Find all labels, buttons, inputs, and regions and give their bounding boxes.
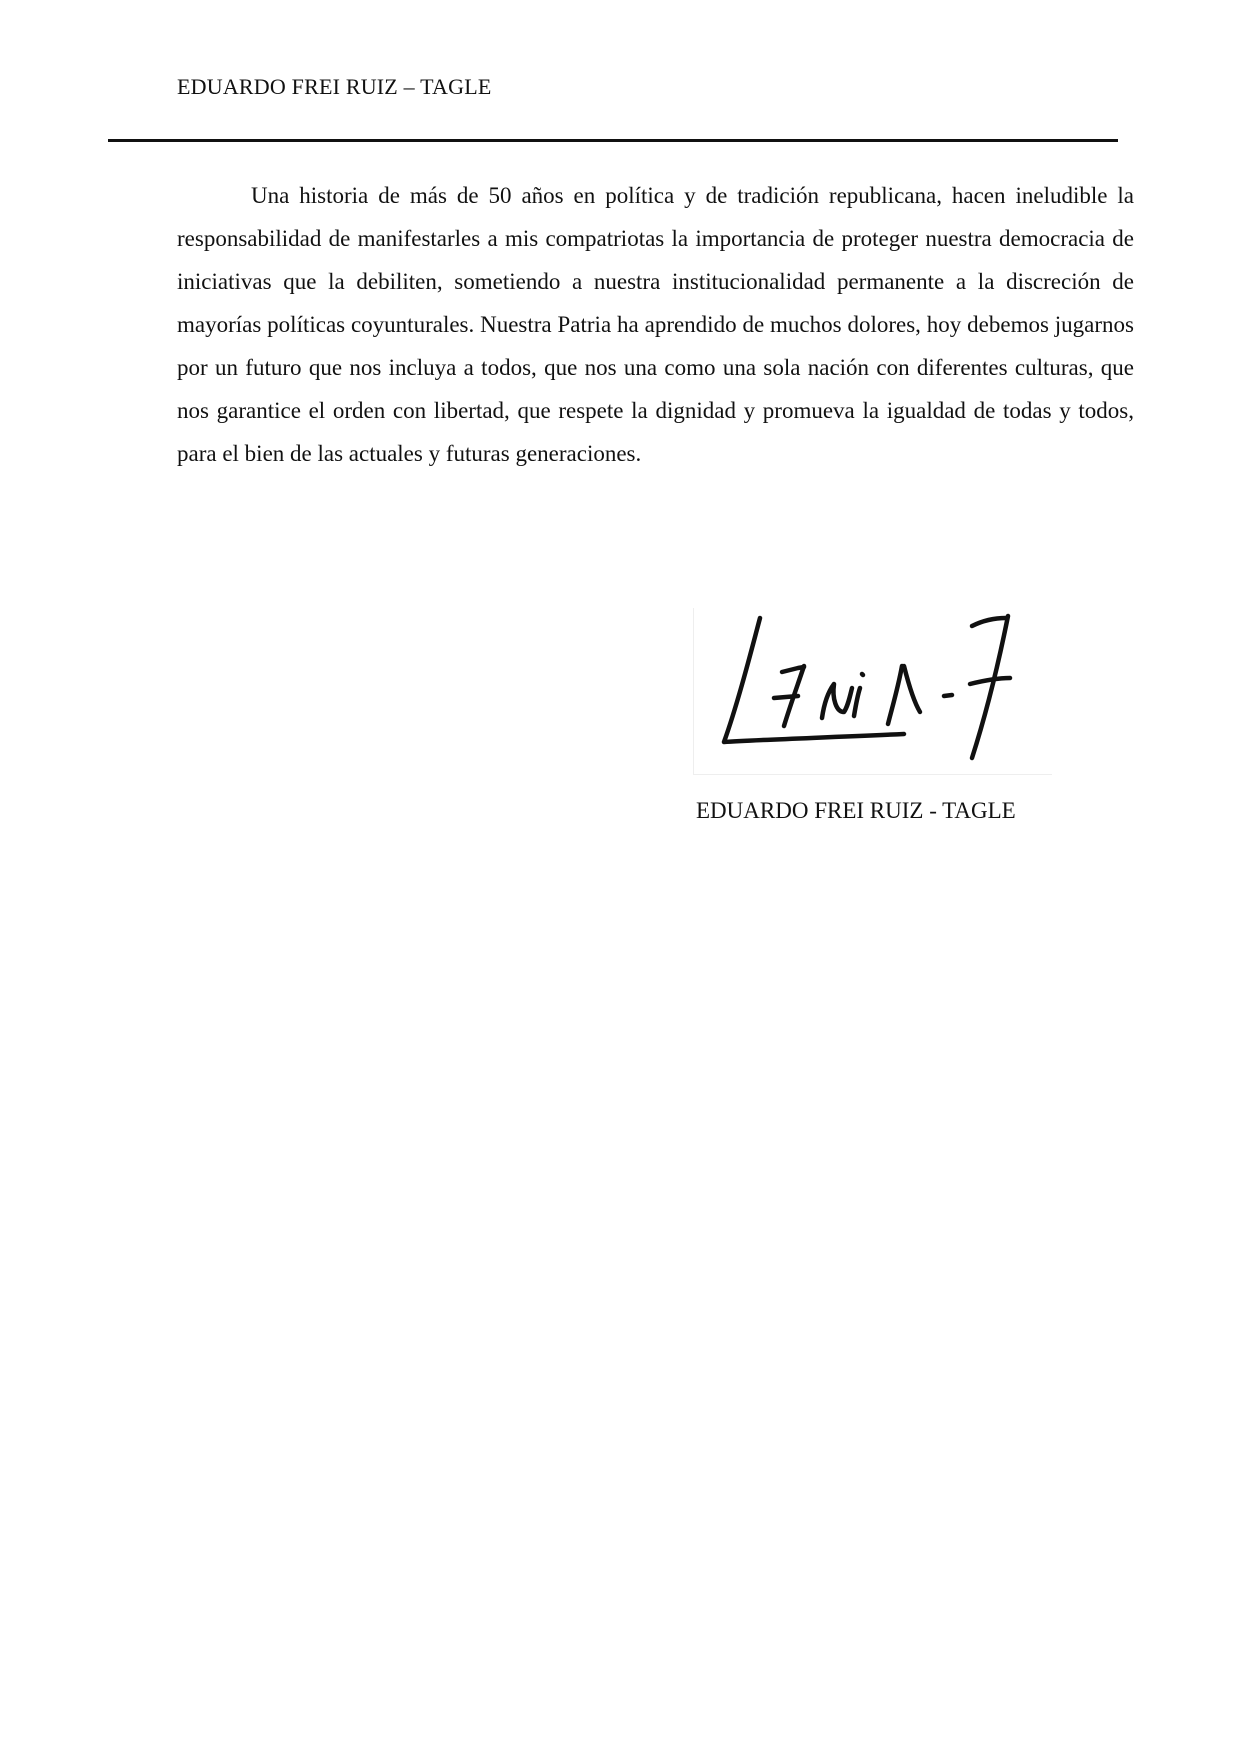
signature-stroke: [774, 696, 798, 698]
running-header: EDUARDO FREI RUIZ – TAGLE: [177, 74, 492, 99]
signature-stroke: [972, 616, 1008, 758]
signature-image: [693, 608, 1052, 775]
signature-stroke: [822, 684, 852, 718]
signature-stroke: [904, 666, 920, 712]
signature-stroke: [724, 618, 904, 742]
signature-stroke: [854, 688, 860, 716]
body-paragraph: Una historia de más de 50 años en política y de tradición republicana, hacen ineludible la responsabilidad de manifestarles a mis compatriotas la importancia de proteger nuestra democracia de iniciativas que la debiliten, sometiendo a nuestra institucionalidad permanente a la discreción de mayorías políticas coyunturales. Nuestra Patria ha aprendido de muchos dolores, hoy debemos jugarnos por un futuro que nos incluya a todos, que nos una como una sola nación con diferentes culturas, que nos garantice el orden con libertad, que respete la dignidad y promueva la igualdad de todas y todos, para el bien de las actuales y futuras generaciones.: [177, 183, 1134, 466]
signature-stroke: [972, 618, 1006, 626]
signature-stroke: [862, 674, 863, 675]
handwritten-signature: [694, 608, 1052, 774]
signer-name: EDUARDO FREI RUIZ - TAGLE: [696, 798, 1016, 823]
signature-stroke: [888, 666, 902, 724]
header-divider: [108, 139, 1118, 142]
signature-stroke: [944, 695, 952, 696]
signature-stroke: [970, 678, 1010, 684]
